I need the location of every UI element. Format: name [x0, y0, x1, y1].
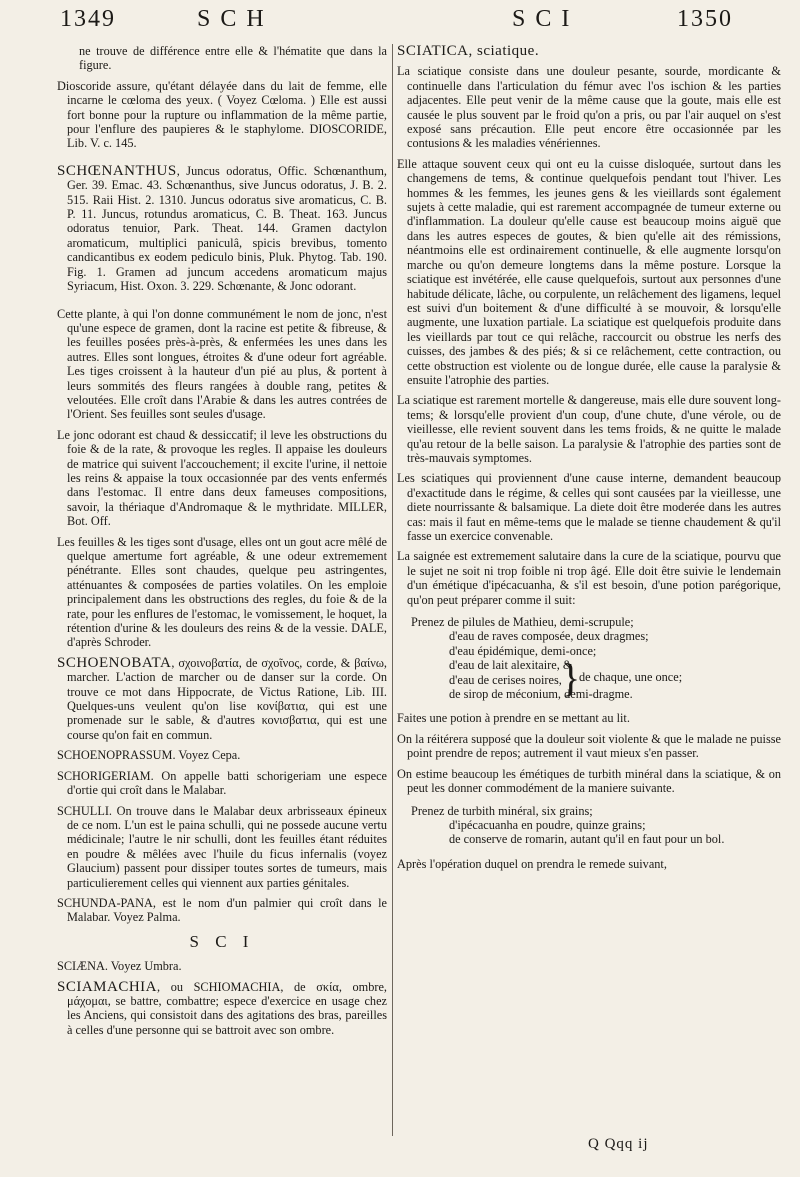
- turbith-paragraph: On estime beaucoup les émétiques de turbith minéral dans la sciatique, & on peut les donner commodément de la maniere suivante.: [397, 766, 781, 796]
- recipe-line: de sirop de méconium, demi-dragme.: [449, 687, 633, 702]
- schorigeriam-entry: SCHORIGERIAM. On appelle batti schorigeriam une espece d'ortie qui croît dans le Malabar.: [57, 768, 387, 798]
- brace-label: de chaque, une once;: [579, 670, 683, 685]
- repeat-instruction: On la réitérera supposé que la douleur soit violente & que le malade ne puisse point prendre de repos; autrement il vaut mieux s'en passer.: [397, 731, 781, 761]
- entry-body: , Juncus odoratus, Offic. Schœnanthum, Ger. 39. Emac. 43. Schœnanthus, sive Juncus odoratus, J. B. 2. 515. Raii Hist. 2. 1310. Juncus odoratus sive aromaticus, C. B. P. 11. Juncus, rotundus aromaticus, C. B. Theat. 163. Juncus odoratus tenuior, Park. Theat. 144. Gramen dactylon aromaticum, multiplici paniculâ, spicis brevibus, tomento candicantibus ex eodem pediculo binis, Pluk. Phytog. Tab. 190. Fig. 1. Gramen ad juncum accedens aromaticum majus Syriacum, Hist. Oxon. 3. 229. Schœnante, & Jonc odorant.: [67, 163, 387, 294]
- recipe-line: d'eau de cerises noires,: [449, 672, 562, 687]
- right-column: [397, 44, 781, 877]
- recipe-line: d'eau épidémique, demi-once;: [449, 643, 597, 658]
- schoenanthus-entry: [57, 164, 387, 294]
- recipe-line: Prenez de turbith minéral, six grains;: [411, 803, 593, 818]
- schulli-entry: SCHULLI. On trouve dans le Malabar deux arbrisseaux épineux de ce nom. L'un est le paina schulli, qui ne possede aucune vertu médicinale; l'autre le nir schulli, dont les feuilles étant réduites en poudre & mêlées avec l'huile du ficus infernalis (voyez Glaucium) passent pour dissiper toutes sortes de tumeurs, mais particulierement celles qui viennent aux parties génitales.: [57, 803, 387, 890]
- jonc-odorant-paragraph: Le jonc odorant est chaud & dessiccatif; il leve les obstructions du foie & de la rate, & provoque les regles. Il appaise les douleurs de matrice qui suivent l'accouchement; il excite l'urine, il nettoie les reins & appaise la toux occasionnée par des vents enfermés dans l'estomac. Il entre dans deux fameuses compositions, savoir, la thériaque d'Andromaque & le mythridate. MILLER, Bot. Off.: [57, 427, 387, 529]
- section-heading: S C I: [189, 931, 255, 951]
- brace-glyph: }: [561, 655, 581, 701]
- left-column: [57, 44, 387, 1043]
- schoenobata-entry: [57, 656, 387, 742]
- recipe-line-text: d'eau de lait alexitaire, &: [449, 658, 573, 673]
- column-divider: [392, 44, 393, 1136]
- left-page-number: 1349: [60, 6, 116, 32]
- potion-instruction: Faites une potion à prendre en se mettant au lit.: [397, 711, 630, 726]
- right-running-head: S C I: [512, 6, 572, 32]
- plant-description-paragraph: Cette plante, à qui l'on donne communément le nom de jonc, n'est qu'une espece de gramen, dont la racine est petite & fibreuse, & les feuilles posées près-à-près, & enfermées les unes dans les autres. Elles sont longues, étroites & d'une odeur fort agréable. Les tiges croissent à la hauteur d'un pié au plus, & portent à leurs sommités des fleurs rangées à double rang, petites & veloutées. Elle croît dans l'Arabie & dans les autres contrées de l'Orient. Ses feuilles sont seules d'usage.: [57, 306, 387, 422]
- right-page-number: 1350: [677, 6, 733, 32]
- sciatica-symptoms: Elle attaque souvent ceux qui ont eu la cuisse disloquée, surtout dans les changemens de tems, & continue quelquefois pendant tout l'hiver. Les hommes & les femmes, les jeunes gens & les vieillards sont également sujets à cette maladie, qui est rarement accompagnée de tumeur externe ou d'inflammation. La douleur qu'elle cause est beaucoup moins aiguë que dans les autres especes de goutes, & bien qu'elle ait des rémissions, néantmoins elle est ordinairement continuelle, & elle augmente lorsqu'on marche ou qu'on demeure longtems dans la même posture. Lorsque la sciatique est invétérée, elle cause quelquefois, surtout aux personnes d'une habitude délicate, lâche, ou corpulente, un relâchement des ligamens, lequel est suivi d'un boitement & d'une difficulté à se mouvoir, & lorsqu'elle augmente, une luxation partiale. La sciatique est quelquefois produite dans les vieillards par tout ce qui relâche, raccourcit ou obstrue les nerfs des cuisses, des jambes & des piés; & si ce relâchement, cette contraction, ou cette obstruction est violente ou de longue durée, elle cause la paralysie & ensuite l'atrophie des parties.: [397, 156, 781, 387]
- recipe-line: de conserve de romarin, autant qu'il en faut pour un bol.: [449, 832, 725, 847]
- sciamachia-entry: [57, 980, 387, 1038]
- continued-paragraph: ne trouve de différence entre elle & l'hématite que dans la figure.: [79, 44, 387, 73]
- sciatica-bleeding: La saignée est extremement salutaire dans la cure de la sciatique, pourvu que le sujet ne soit ni trop foible ni trop âgé. Elle doit être suivie le lendemain d'un émétique d'ipécacuanha, & s'il est besoin, d'une potion parégorique, qu'on peut préparer comme il suit:: [397, 549, 781, 607]
- signature-mark: Q Qqq ij: [588, 1136, 649, 1152]
- sciatica-title: [397, 44, 781, 58]
- schoenoprassum-entry: SCHOENOPRASSUM. Voyez Cepa.: [57, 748, 241, 763]
- leaves-usage-paragraph: Les feuilles & les tiges sont d'usage, elles ont un gout acre mêlé de quelque amertume fort agréable, & une odeur extremement pénétrante. Elles sont chaudes, quelque peu astringentes, atténuantes & composées de parties volatiles. On les emploie principalement dans les obstructions des regles, du foie & de la rate, pour les enflures de l'estomac, le vomissement, le hoquet, la rétention d'urine & les douleurs des reins & de la vessie. DALE, d'après Schroder.: [57, 534, 387, 650]
- entry-title: SCHŒNANTHUS: [57, 162, 177, 179]
- sciaena-entry: SCIÆNA. Voyez Umbra.: [57, 959, 182, 974]
- recipe-emetic: [397, 804, 781, 847]
- dioscoride-paragraph: Dioscoride assure, qu'étant délayée dans du lait de femme, elle incarne le cœloma des yeux. ( Voyez Cœloma. ) Elle est aussi fort bonne pour la rupture ou inflammation de la même partie, pour l'enflure des paupieres & le staphylome. DIOSCORIDE, Lib. V. c. 145.: [57, 78, 387, 151]
- recipe-line: d'ipécacuanha en poudre, quinze grains;: [449, 817, 646, 832]
- recipe-potion: [397, 615, 781, 701]
- entry-title: SCIAMACHIA: [57, 978, 158, 995]
- left-running-head: S C H: [197, 6, 266, 32]
- entry-body: , σχοινοβατία, de σχοῖνος, corde, & βαίνω, marcher. L'action de marcher ou de danser sur la corde. On trouve ce mot dans Hippocrate, de Victus Ratione, Lib. III. Quelques-uns veulent qu'on lise κονίβατια, qui est une promenade sur le sable, & d'autres κονισβατια, qui est une course qu'on fait en commun.: [67, 655, 387, 742]
- recipe-line: Prenez de pilules de Mathieu, demi-scrupule;: [411, 615, 634, 630]
- recipe-line: d'eau de raves composée, deux dragmes;: [449, 629, 649, 644]
- sciatica-prognosis: La sciatique est rarement mortelle & dangereuse, mais elle dure souvent long-tems; & lorsqu'elle provient d'un coup, d'une chute, d'une vérole, ou de vieillesse, elle revient souvent dans les tems froids, & ne quitte le malade qu'au retour de la belle saison. La paralysie & l'atrophie des parties sont de très-mauvais symptomes.: [397, 393, 781, 465]
- entry-body: , ou SCHIOMACHIA, de σκία, ombre, μάχομαι, se battre, combattre; espece d'exercice en usage chez les Anciens, qui consistoit dans des agitations des bras, pareilles à celles d'une personne qui se battroit avec son ombre.: [67, 979, 387, 1037]
- sciatica-definition: La sciatique consiste dans une douleur pesante, sourde, mordicante & continuelle dans l'articulation du fémur avec l'os ischion & les parties adjacentes. Elle peut venir de la même cause que la goute, mais elle est causée le plus souvent par le froid qu'on a pris, ou par l'air auquel on s'est exposé sans précaution. Elle peut encore être occasionnée par les contusions & les maladies vénériennes.: [397, 64, 781, 151]
- entry-title: SCIATICA, sciatique.: [397, 43, 540, 59]
- after-operation-line: Après l'opération duquel on prendra le remede suivant,: [397, 856, 667, 871]
- entry-title: SCHOENOBATA: [57, 654, 172, 671]
- schunda-pana-entry: SCHUNDA-PANA, est le nom d'un palmier qui croît dans le Malabar. Voyez Palma.: [57, 895, 387, 925]
- sciatica-regimen: Les sciatiques qui proviennent d'une cause interne, demandent beaucoup d'exactitude dans le régime, & celles qui sont causées par la vieillesse, une diete nourrissante & balsamique. La diete doit être moderée dans les autres cas: mais il faut en même-tems que le malade se tienne chaudement & qu'il fasse un exercice convenable.: [397, 471, 781, 543]
- running-header: [0, 0, 800, 42]
